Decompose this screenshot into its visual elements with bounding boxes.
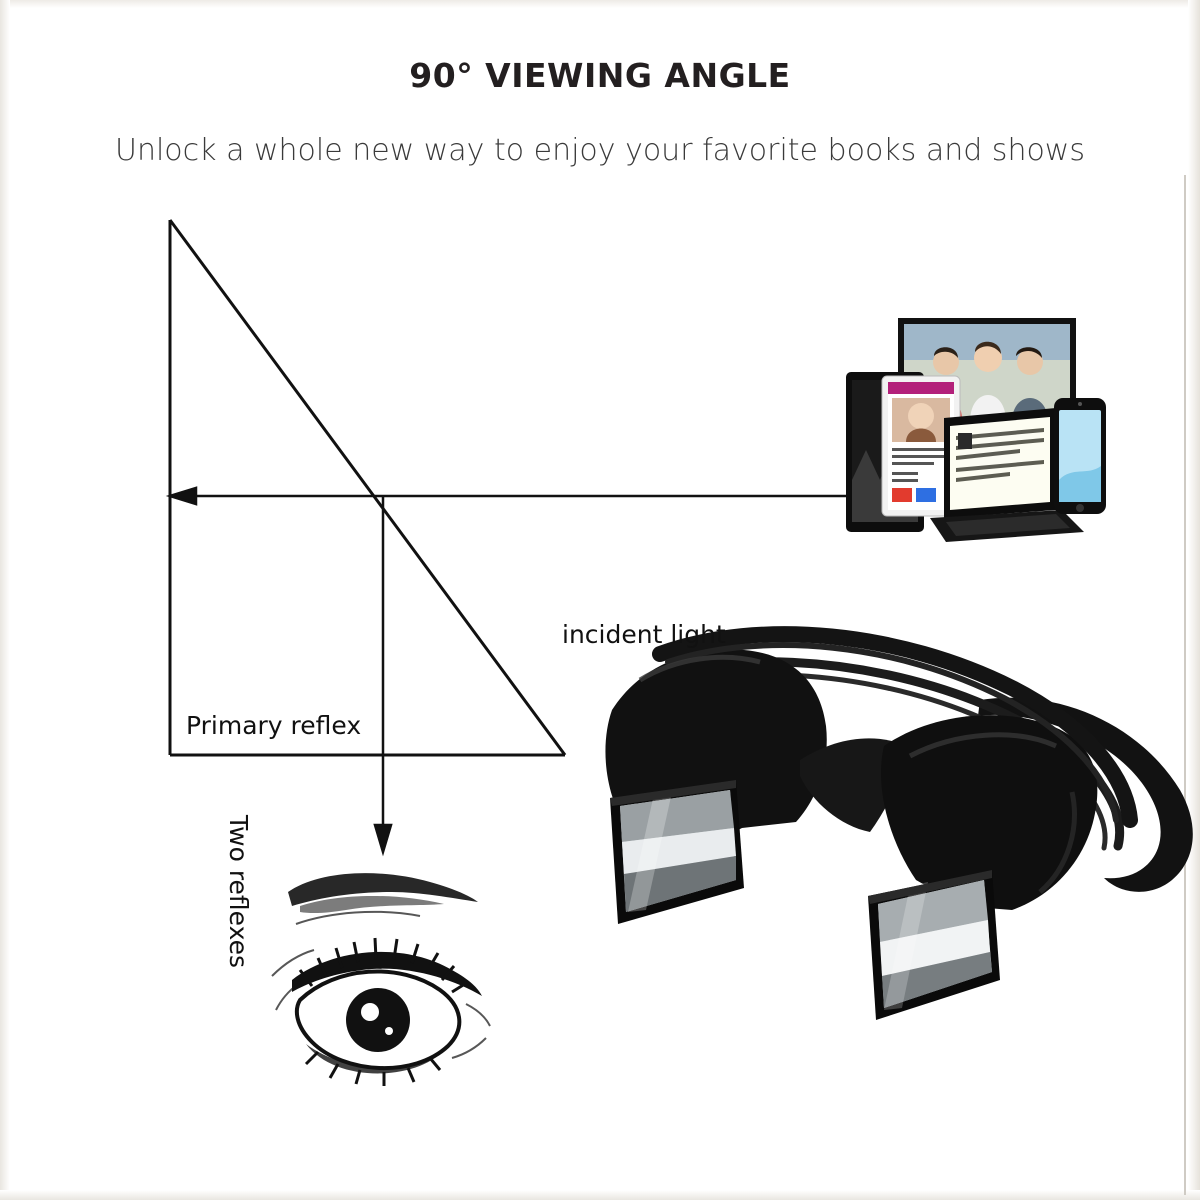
primary-reflex-arrow-icon xyxy=(170,488,372,504)
two-reflexes-label: Two reflexes xyxy=(224,815,253,969)
primary-reflex-label: Primary reflex xyxy=(186,711,362,740)
devices-cluster-icon xyxy=(846,318,1106,542)
page-subtitle: Unlock a whole new way to enjoy your favorite books and shows xyxy=(115,133,1085,168)
page-title: 90° VIEWING ANGLE xyxy=(409,56,791,95)
page-edge-top xyxy=(0,0,1200,8)
lazy-glasses-product-icon xyxy=(605,634,1192,1020)
two-reflexes-arrow-icon xyxy=(375,496,391,852)
eye-illustration-icon xyxy=(272,873,490,1086)
optics-diagram xyxy=(0,180,1200,1200)
incident-light-label: incident light xyxy=(562,620,726,649)
prism-triangle-icon xyxy=(170,220,565,755)
